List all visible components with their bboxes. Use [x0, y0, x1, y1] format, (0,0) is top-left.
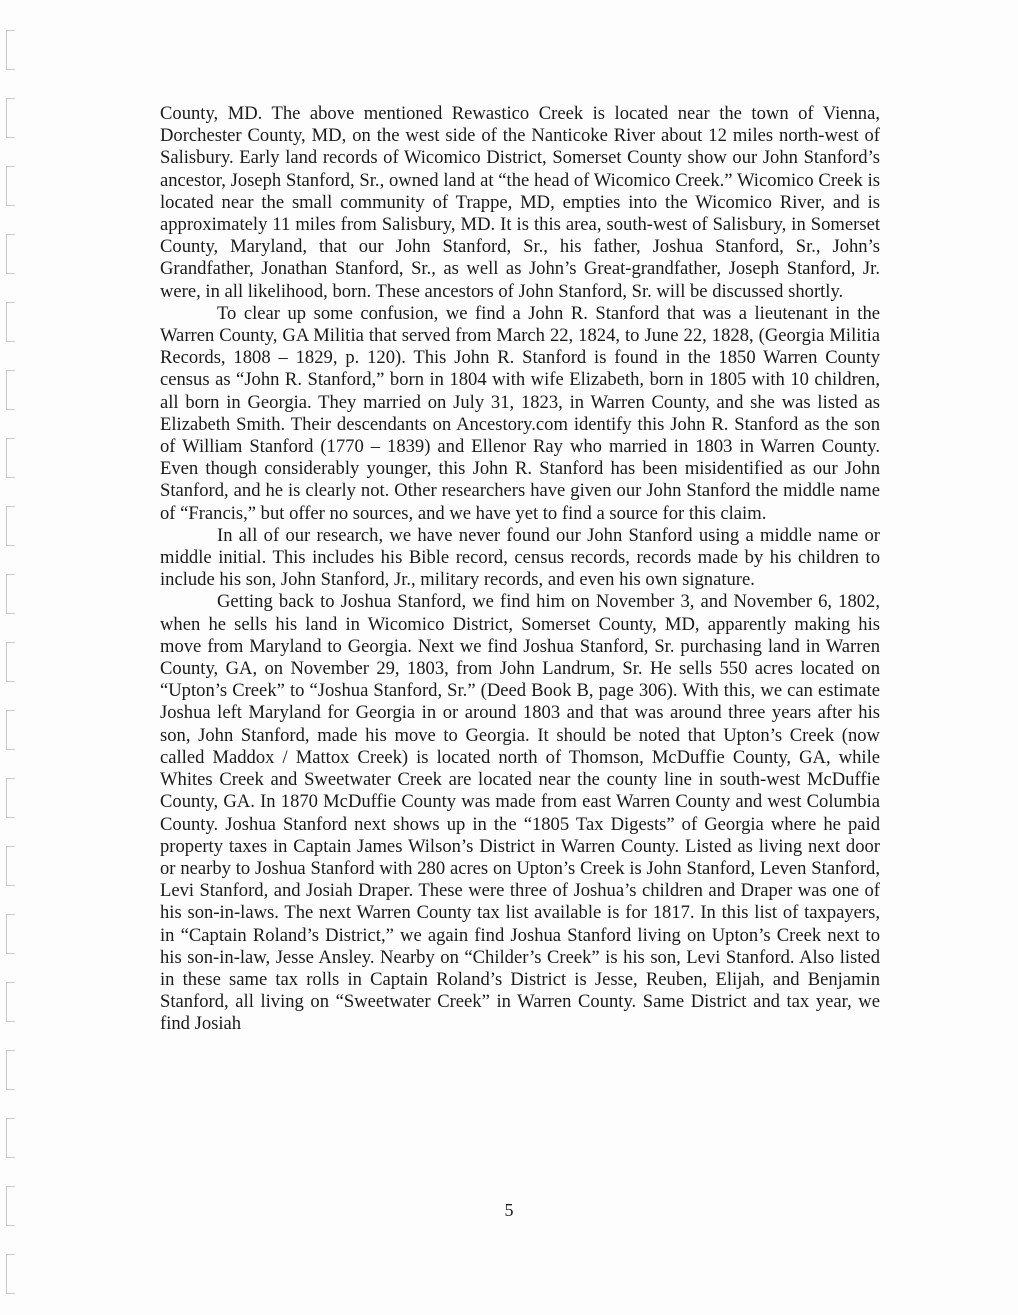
binding-mark — [6, 710, 15, 750]
binding-mark — [6, 1050, 15, 1090]
paragraph-john-r-stanford: To clear up some confusion, we find a John R. Stanford that was a lieutenant in the Warren County, GA Militia that served from March 22, 1824, to June 22, 1828, (Georgia Militia Records, 1808 – 1829, p. 120). This John R. Stanford is found in the 1850 Warren County census as “John R. Stanford,” born in 1804 with wife Elizabeth, born in 1805 with 10 children, all born in Georgia. They married on July 31, 1823, in Warren County, and she was listed as Elizabeth Smith. Their descendants on Ancestory.com identify this John R. Stanford as the son of William Stanford (1770 – 1839) and Ellenor Ray who married in 1803 in Warren County. Even though considerably younger, this John R. Stanford has been misidentified as our John Stanford, and he is clearly not. Other researchers have given our John Stanford the middle name of “Francis,” but offer no sources, and we have yet to find a source for this claim. — [160, 302, 880, 524]
binding-mark — [6, 982, 15, 1022]
binding-mark — [6, 846, 15, 886]
binding-mark — [6, 778, 15, 818]
binding-mark — [6, 1254, 15, 1294]
binding-mark — [6, 574, 15, 614]
binding-hole-marks — [0, 20, 22, 1300]
binding-mark — [6, 30, 15, 70]
binding-mark — [6, 370, 15, 410]
page-number: 5 — [504, 1200, 514, 1220]
binding-mark — [6, 506, 15, 546]
body-text — [160, 103, 880, 1036]
paragraph-joshua-stanford: Getting back to Joshua Stanford, we find him on November 3, and November 6, 1802, when he sells his land in Wicomico District, Somerset County, MD, apparently making his move from Maryland to Georgia. Next we find Joshua Stanford, Sr. purchasing land in Warren County, GA, on November 29, 1803, from John Landrum, Sr. He sells 550 acres located on “Upton’s Creek” to “Joshua Stanford, Sr.” (Deed Book B, page 306). With this, we can estimate Joshua left Maryland for Georgia in or around 1803 and that was around three years after his son, John Stanford, made his move to Georgia. It should be noted that Upton’s Creek (now called Maddox / Mattox Creek) is located north of Thomson, McDuffie County, GA, while Whites Creek and Sweetwater Creek are located near the county line in south-west McDuffie County, GA. In 1870 McDuffie County was made from east Warren County and west Columbia County. Joshua Stanford next shows up in the “1805 Tax Digests” of Georgia where he paid property taxes in Captain James Wilson’s District in Warren County. Listed as living next door or nearby to Joshua Stanford with 280 acres on Upton’s Creek is John Stanford, Leven Stanford, Levi Stanford, and Josiah Draper. These were three of Joshua’s children and Draper was one of his son-in-laws. The next Warren County tax list available is for 1817. In this list of taxpayers, in “Captain Roland’s District,” we again find Joshua Stanford living on Upton’s Creek next to his son-in-law, Jesse Ansley. Nearby on “Childer’s Creek” is his son, Levi Stanford. Also listed in these same tax rolls in Captain Roland’s District is Jesse, Reuben, Elijah, and Benjamin Stanford, all living on “Sweetwater Creek” in Warren County. Same District and tax year, we find Josiah — [160, 591, 880, 1035]
binding-mark — [6, 166, 15, 206]
binding-mark — [6, 234, 15, 274]
binding-mark — [6, 1118, 15, 1158]
binding-mark — [6, 438, 15, 478]
binding-mark — [6, 642, 15, 682]
binding-mark — [6, 914, 15, 954]
paragraph-middle-name: In all of our research, we have never found our John Stanford using a middle name or middle initial. This includes his Bible record, census records, records made by his children to include his son, John Stanford, Jr., military records, and even his own signature. — [160, 524, 880, 591]
binding-mark — [6, 98, 15, 138]
paragraph-continuation: County, MD. The above mentioned Rewastico Creek is located near the town of Vienna, Dorchester County, MD, on the west side of the Nanticoke River about 12 miles north-west of Salisbury. Early land records of Wicomico District, Somerset County show our John Stanford’s ancestor, Joseph Stanford, Sr., owned land at “the head of Wicomico Creek.” Wicomico Creek is located near the small community of Trappe, MD, empties into the Wicomico River, and is approximately 11 miles from Salisbury, MD. It is this area, south-west of Salisbury, in Somerset County, Maryland, that our John Stanford, Sr., his father, Joshua Stanford, Sr., John’s Grandfather, Jonathan Stanford, Sr., as well as John’s Great-grandfather, Joseph Stanford, Jr. were, in all likelihood, born. These ancestors of John Stanford, Sr. will be discussed shortly. — [160, 103, 880, 302]
binding-mark — [6, 302, 15, 342]
